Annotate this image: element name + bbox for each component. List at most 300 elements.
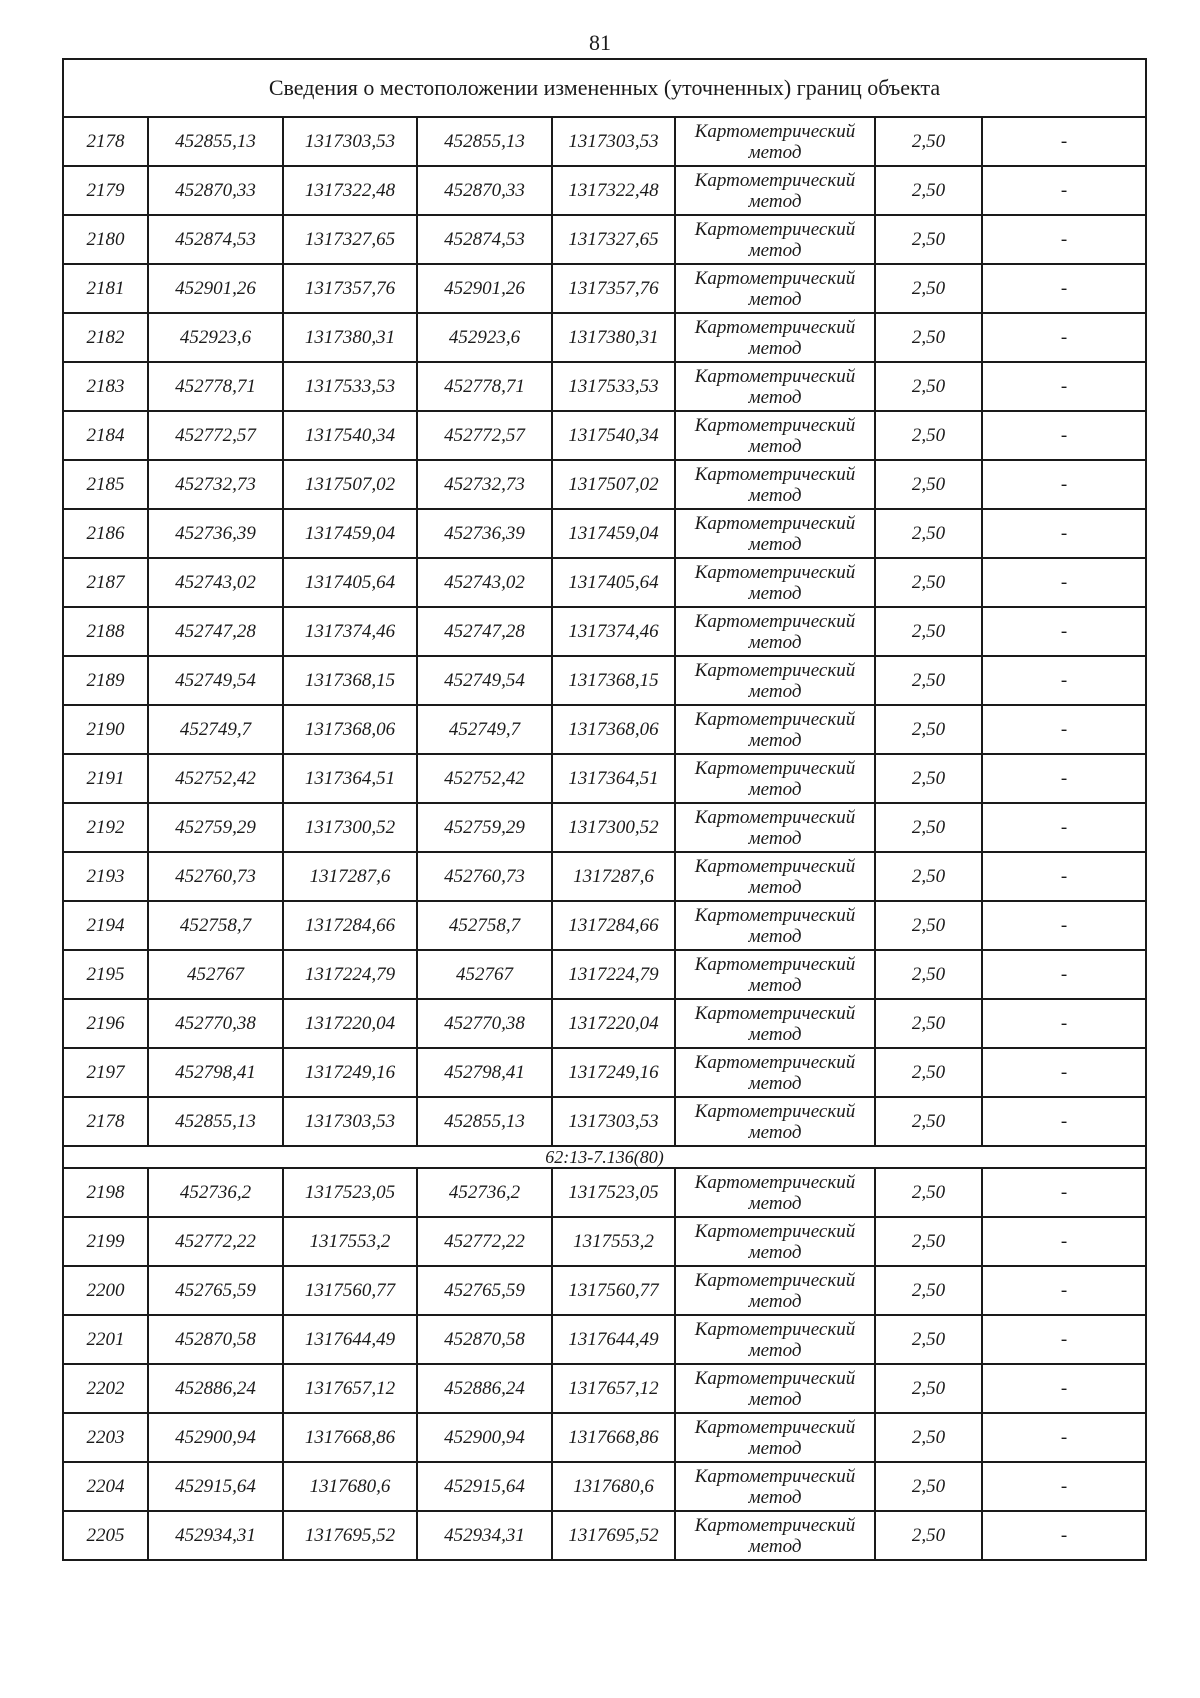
accuracy-cell: 2,50 xyxy=(875,509,982,558)
accuracy-cell: 2,50 xyxy=(875,754,982,803)
y-refined-cell: 1317540,34 xyxy=(552,411,675,460)
method-line-2: метод xyxy=(748,435,802,457)
method-line-2: метод xyxy=(748,239,802,261)
y-existing-cell: 1317523,05 xyxy=(283,1168,417,1217)
description-cell: - xyxy=(982,1048,1146,1097)
accuracy-cell: 2,50 xyxy=(875,362,982,411)
description-cell: - xyxy=(982,215,1146,264)
table-row xyxy=(63,1048,1146,1097)
point-number-cell: 2191 xyxy=(63,754,148,803)
table-row xyxy=(63,852,1146,901)
y-refined-cell: 1317303,53 xyxy=(552,117,675,166)
method-cell xyxy=(675,411,875,460)
method-line-2: метод xyxy=(748,631,802,653)
x-existing-cell: 452778,71 xyxy=(148,362,283,411)
method-line-1: Картометрический xyxy=(694,218,856,240)
y-existing-cell: 1317540,34 xyxy=(283,411,417,460)
point-number-cell: 2178 xyxy=(63,1097,148,1146)
method-line-2: метод xyxy=(748,1535,802,1557)
method-line-1: Картометрический xyxy=(694,610,856,632)
method-cell xyxy=(675,901,875,950)
x-existing-cell: 452855,13 xyxy=(148,117,283,166)
point-number-cell: 2183 xyxy=(63,362,148,411)
table-row xyxy=(63,460,1146,509)
method-line-1: Картометрический xyxy=(694,1220,856,1242)
x-refined-cell: 452901,26 xyxy=(417,264,552,313)
x-existing-cell: 452901,26 xyxy=(148,264,283,313)
method-cell xyxy=(675,1266,875,1315)
x-refined-cell: 452749,54 xyxy=(417,656,552,705)
method-cell xyxy=(675,460,875,509)
y-refined-cell: 1317357,76 xyxy=(552,264,675,313)
y-refined-cell: 1317405,64 xyxy=(552,558,675,607)
method-line-1: Картометрический xyxy=(694,512,856,534)
accuracy-cell: 2,50 xyxy=(875,1048,982,1097)
y-existing-cell: 1317303,53 xyxy=(283,1097,417,1146)
y-existing-cell: 1317668,86 xyxy=(283,1413,417,1462)
description-cell: - xyxy=(982,166,1146,215)
x-existing-cell: 452874,53 xyxy=(148,215,283,264)
method-line-2: метод xyxy=(748,1072,802,1094)
point-number-cell: 2203 xyxy=(63,1413,148,1462)
description-cell: - xyxy=(982,656,1146,705)
table-row xyxy=(63,411,1146,460)
y-existing-cell: 1317459,04 xyxy=(283,509,417,558)
method-line-1: Картометрический xyxy=(694,1416,856,1438)
method-cell xyxy=(675,509,875,558)
y-refined-cell: 1317287,6 xyxy=(552,852,675,901)
description-cell: - xyxy=(982,607,1146,656)
x-existing-cell: 452736,39 xyxy=(148,509,283,558)
description-cell: - xyxy=(982,362,1146,411)
accuracy-cell: 2,50 xyxy=(875,460,982,509)
description-cell: - xyxy=(982,313,1146,362)
x-existing-cell: 452736,2 xyxy=(148,1168,283,1217)
page-number: 81 xyxy=(589,30,611,55)
point-number-cell: 2193 xyxy=(63,852,148,901)
table-row xyxy=(63,999,1146,1048)
y-refined-cell: 1317459,04 xyxy=(552,509,675,558)
table-title-row xyxy=(63,59,1146,117)
table-row xyxy=(63,1462,1146,1511)
y-existing-cell: 1317695,52 xyxy=(283,1511,417,1560)
y-refined-cell: 1317284,66 xyxy=(552,901,675,950)
point-number-cell: 2181 xyxy=(63,264,148,313)
x-refined-cell: 452798,41 xyxy=(417,1048,552,1097)
y-existing-cell: 1317380,31 xyxy=(283,313,417,362)
x-refined-cell: 452915,64 xyxy=(417,1462,552,1511)
accuracy-cell: 2,50 xyxy=(875,656,982,705)
x-existing-cell: 452759,29 xyxy=(148,803,283,852)
y-refined-cell: 1317553,2 xyxy=(552,1217,675,1266)
y-refined-cell: 1317695,52 xyxy=(552,1511,675,1560)
point-number-cell: 2179 xyxy=(63,166,148,215)
point-number-cell: 2200 xyxy=(63,1266,148,1315)
x-refined-cell: 452886,24 xyxy=(417,1364,552,1413)
point-number-cell: 2198 xyxy=(63,1168,148,1217)
x-refined-cell: 452772,22 xyxy=(417,1217,552,1266)
accuracy-cell: 2,50 xyxy=(875,1462,982,1511)
y-refined-cell: 1317303,53 xyxy=(552,1097,675,1146)
description-cell: - xyxy=(982,1266,1146,1315)
x-refined-cell: 452934,31 xyxy=(417,1511,552,1560)
y-refined-cell: 1317368,15 xyxy=(552,656,675,705)
x-refined-cell: 452855,13 xyxy=(417,1097,552,1146)
table-row xyxy=(63,1511,1146,1560)
description-cell: - xyxy=(982,1097,1146,1146)
table-row xyxy=(63,313,1146,362)
method-line-1: Картометрический xyxy=(694,365,856,387)
method-line-2: метод xyxy=(748,1388,802,1410)
x-refined-cell: 452900,94 xyxy=(417,1413,552,1462)
description-cell: - xyxy=(982,1511,1146,1560)
x-refined-cell: 452749,7 xyxy=(417,705,552,754)
table-row xyxy=(63,1266,1146,1315)
boundary-coordinates-table xyxy=(62,58,1147,1561)
table-row xyxy=(63,362,1146,411)
x-refined-cell: 452772,57 xyxy=(417,411,552,460)
x-refined-cell: 452870,58 xyxy=(417,1315,552,1364)
y-refined-cell: 1317374,46 xyxy=(552,607,675,656)
y-existing-cell: 1317322,48 xyxy=(283,166,417,215)
method-cell xyxy=(675,1315,875,1364)
accuracy-cell: 2,50 xyxy=(875,999,982,1048)
method-cell xyxy=(675,950,875,999)
x-existing-cell: 452749,7 xyxy=(148,705,283,754)
table-row xyxy=(63,1413,1146,1462)
x-existing-cell: 452870,58 xyxy=(148,1315,283,1364)
method-cell xyxy=(675,1364,875,1413)
x-refined-cell: 452778,71 xyxy=(417,362,552,411)
accuracy-cell: 2,50 xyxy=(875,215,982,264)
accuracy-cell: 2,50 xyxy=(875,852,982,901)
method-line-2: метод xyxy=(748,141,802,163)
point-number-cell: 2187 xyxy=(63,558,148,607)
method-line-1: Картометрический xyxy=(694,1269,856,1291)
table-row xyxy=(63,1217,1146,1266)
accuracy-cell: 2,50 xyxy=(875,901,982,950)
method-line-1: Картометрический xyxy=(694,1002,856,1024)
y-existing-cell: 1317357,76 xyxy=(283,264,417,313)
x-existing-cell: 452743,02 xyxy=(148,558,283,607)
point-number-cell: 2204 xyxy=(63,1462,148,1511)
description-cell: - xyxy=(982,1168,1146,1217)
point-number-cell: 2197 xyxy=(63,1048,148,1097)
point-number-cell: 2182 xyxy=(63,313,148,362)
y-existing-cell: 1317368,15 xyxy=(283,656,417,705)
y-refined-cell: 1317380,31 xyxy=(552,313,675,362)
table-row xyxy=(63,901,1146,950)
section-header-row xyxy=(63,1146,1146,1168)
table-body xyxy=(63,59,1146,1560)
table-row xyxy=(63,950,1146,999)
description-cell: - xyxy=(982,852,1146,901)
description-cell: - xyxy=(982,705,1146,754)
x-refined-cell: 452752,42 xyxy=(417,754,552,803)
point-number-cell: 2202 xyxy=(63,1364,148,1413)
accuracy-cell: 2,50 xyxy=(875,1315,982,1364)
accuracy-cell: 2,50 xyxy=(875,950,982,999)
accuracy-cell: 2,50 xyxy=(875,411,982,460)
x-existing-cell: 452732,73 xyxy=(148,460,283,509)
method-line-2: метод xyxy=(748,484,802,506)
method-line-2: метод xyxy=(748,1437,802,1459)
method-line-1: Картометрический xyxy=(694,120,856,142)
accuracy-cell: 2,50 xyxy=(875,1097,982,1146)
method-cell xyxy=(675,852,875,901)
description-cell: - xyxy=(982,1364,1146,1413)
x-refined-cell: 452732,73 xyxy=(417,460,552,509)
x-existing-cell: 452758,7 xyxy=(148,901,283,950)
method-line-1: Картометрический xyxy=(694,904,856,926)
description-cell: - xyxy=(982,1217,1146,1266)
method-line-2: метод xyxy=(748,778,802,800)
description-cell: - xyxy=(982,754,1146,803)
table-row xyxy=(63,705,1146,754)
method-line-1: Картометрический xyxy=(694,463,856,485)
method-cell xyxy=(675,264,875,313)
x-refined-cell: 452736,39 xyxy=(417,509,552,558)
y-refined-cell: 1317644,49 xyxy=(552,1315,675,1364)
method-cell xyxy=(675,1168,875,1217)
description-cell: - xyxy=(982,901,1146,950)
x-existing-cell: 452855,13 xyxy=(148,1097,283,1146)
y-existing-cell: 1317327,65 xyxy=(283,215,417,264)
method-line-2: метод xyxy=(748,925,802,947)
method-line-2: метод xyxy=(748,1486,802,1508)
y-refined-cell: 1317224,79 xyxy=(552,950,675,999)
point-number-cell: 2178 xyxy=(63,117,148,166)
x-existing-cell: 452767 xyxy=(148,950,283,999)
table-row xyxy=(63,754,1146,803)
y-existing-cell: 1317368,06 xyxy=(283,705,417,754)
description-cell: - xyxy=(982,558,1146,607)
point-number-cell: 2196 xyxy=(63,999,148,1048)
x-existing-cell: 452752,42 xyxy=(148,754,283,803)
x-existing-cell: 452772,22 xyxy=(148,1217,283,1266)
method-line-2: метод xyxy=(748,533,802,555)
method-line-2: метод xyxy=(748,1121,802,1143)
point-number-cell: 2184 xyxy=(63,411,148,460)
table-row xyxy=(63,264,1146,313)
point-number-cell: 2205 xyxy=(63,1511,148,1560)
accuracy-cell: 2,50 xyxy=(875,1217,982,1266)
method-cell xyxy=(675,1097,875,1146)
description-cell: - xyxy=(982,999,1146,1048)
method-line-1: Картометрический xyxy=(694,1318,856,1340)
table-row xyxy=(63,607,1146,656)
description-cell: - xyxy=(982,411,1146,460)
table-row xyxy=(63,509,1146,558)
y-existing-cell: 1317249,16 xyxy=(283,1048,417,1097)
x-refined-cell: 452870,33 xyxy=(417,166,552,215)
x-existing-cell: 452765,59 xyxy=(148,1266,283,1315)
y-refined-cell: 1317507,02 xyxy=(552,460,675,509)
method-line-1: Картометрический xyxy=(694,708,856,730)
table-row xyxy=(63,1097,1146,1146)
method-cell xyxy=(675,803,875,852)
y-existing-cell: 1317364,51 xyxy=(283,754,417,803)
description-cell: - xyxy=(982,950,1146,999)
accuracy-cell: 2,50 xyxy=(875,558,982,607)
accuracy-cell: 2,50 xyxy=(875,166,982,215)
method-line-1: Картометрический xyxy=(694,806,856,828)
method-line-1: Картометрический xyxy=(694,757,856,779)
accuracy-cell: 2,50 xyxy=(875,1364,982,1413)
method-cell xyxy=(675,362,875,411)
method-line-1: Картометрический xyxy=(694,1367,856,1389)
accuracy-cell: 2,50 xyxy=(875,1168,982,1217)
y-refined-cell: 1317368,06 xyxy=(552,705,675,754)
x-refined-cell: 452923,6 xyxy=(417,313,552,362)
method-line-2: метод xyxy=(748,288,802,310)
table-row xyxy=(63,803,1146,852)
x-existing-cell: 452772,57 xyxy=(148,411,283,460)
method-line-1: Картометрический xyxy=(694,1171,856,1193)
method-line-2: метод xyxy=(748,729,802,751)
x-existing-cell: 452747,28 xyxy=(148,607,283,656)
point-number-cell: 2192 xyxy=(63,803,148,852)
y-existing-cell: 1317374,46 xyxy=(283,607,417,656)
method-line-2: метод xyxy=(748,337,802,359)
y-existing-cell: 1317560,77 xyxy=(283,1266,417,1315)
x-refined-cell: 452874,53 xyxy=(417,215,552,264)
accuracy-cell: 2,50 xyxy=(875,1266,982,1315)
point-number-cell: 2185 xyxy=(63,460,148,509)
point-number-cell: 2186 xyxy=(63,509,148,558)
method-line-1: Картометрический xyxy=(694,414,856,436)
method-line-2: метод xyxy=(748,680,802,702)
method-cell xyxy=(675,754,875,803)
y-refined-cell: 1317533,53 xyxy=(552,362,675,411)
x-existing-cell: 452934,31 xyxy=(148,1511,283,1560)
accuracy-cell: 2,50 xyxy=(875,264,982,313)
point-number-cell: 2180 xyxy=(63,215,148,264)
description-cell: - xyxy=(982,264,1146,313)
point-number-cell: 2189 xyxy=(63,656,148,705)
method-line-1: Картометрический xyxy=(694,316,856,338)
y-existing-cell: 1317220,04 xyxy=(283,999,417,1048)
y-refined-cell: 1317327,65 xyxy=(552,215,675,264)
method-cell xyxy=(675,215,875,264)
x-refined-cell: 452747,28 xyxy=(417,607,552,656)
table-row xyxy=(63,1364,1146,1413)
x-existing-cell: 452870,33 xyxy=(148,166,283,215)
y-existing-cell: 1317405,64 xyxy=(283,558,417,607)
table-row xyxy=(63,656,1146,705)
point-number-cell: 2199 xyxy=(63,1217,148,1266)
y-existing-cell: 1317644,49 xyxy=(283,1315,417,1364)
y-refined-cell: 1317680,6 xyxy=(552,1462,675,1511)
x-refined-cell: 452765,59 xyxy=(417,1266,552,1315)
y-existing-cell: 1317284,66 xyxy=(283,901,417,950)
x-refined-cell: 452736,2 xyxy=(417,1168,552,1217)
y-refined-cell: 1317560,77 xyxy=(552,1266,675,1315)
x-refined-cell: 452758,7 xyxy=(417,901,552,950)
accuracy-cell: 2,50 xyxy=(875,117,982,166)
x-existing-cell: 452886,24 xyxy=(148,1364,283,1413)
method-line-1: Картометрический xyxy=(694,1465,856,1487)
description-cell: - xyxy=(982,117,1146,166)
point-number-cell: 2195 xyxy=(63,950,148,999)
method-line-2: метод xyxy=(748,1241,802,1263)
method-cell xyxy=(675,313,875,362)
method-cell xyxy=(675,166,875,215)
y-refined-cell: 1317668,86 xyxy=(552,1413,675,1462)
method-line-1: Картометрический xyxy=(694,1514,856,1536)
method-line-2: метод xyxy=(748,190,802,212)
method-cell xyxy=(675,1048,875,1097)
accuracy-cell: 2,50 xyxy=(875,705,982,754)
method-line-2: метод xyxy=(748,876,802,898)
method-line-2: метод xyxy=(748,386,802,408)
accuracy-cell: 2,50 xyxy=(875,607,982,656)
method-cell xyxy=(675,1462,875,1511)
method-cell xyxy=(675,1511,875,1560)
method-line-1: Картометрический xyxy=(694,267,856,289)
accuracy-cell: 2,50 xyxy=(875,1413,982,1462)
accuracy-cell: 2,50 xyxy=(875,313,982,362)
description-cell: - xyxy=(982,1462,1146,1511)
x-refined-cell: 452770,38 xyxy=(417,999,552,1048)
y-existing-cell: 1317300,52 xyxy=(283,803,417,852)
method-cell xyxy=(675,999,875,1048)
method-cell xyxy=(675,607,875,656)
description-cell: - xyxy=(982,803,1146,852)
y-existing-cell: 1317553,2 xyxy=(283,1217,417,1266)
x-refined-cell: 452767 xyxy=(417,950,552,999)
y-refined-cell: 1317657,12 xyxy=(552,1364,675,1413)
method-line-2: метод xyxy=(748,974,802,996)
y-existing-cell: 1317224,79 xyxy=(283,950,417,999)
y-existing-cell: 1317680,6 xyxy=(283,1462,417,1511)
x-existing-cell: 452798,41 xyxy=(148,1048,283,1097)
method-line-1: Картометрический xyxy=(694,1100,856,1122)
point-number-cell: 2188 xyxy=(63,607,148,656)
description-cell: - xyxy=(982,1315,1146,1364)
table-row xyxy=(63,117,1146,166)
x-refined-cell: 452760,73 xyxy=(417,852,552,901)
description-cell: - xyxy=(982,1413,1146,1462)
method-line-1: Картометрический xyxy=(694,953,856,975)
method-line-1: Картометрический xyxy=(694,1051,856,1073)
x-existing-cell: 452770,38 xyxy=(148,999,283,1048)
description-cell: - xyxy=(982,509,1146,558)
y-existing-cell: 1317657,12 xyxy=(283,1364,417,1413)
y-existing-cell: 1317287,6 xyxy=(283,852,417,901)
method-cell xyxy=(675,558,875,607)
point-number-cell: 2190 xyxy=(63,705,148,754)
point-number-cell: 2201 xyxy=(63,1315,148,1364)
y-refined-cell: 1317523,05 xyxy=(552,1168,675,1217)
x-existing-cell: 452900,94 xyxy=(148,1413,283,1462)
table-row xyxy=(63,166,1146,215)
table-row xyxy=(63,215,1146,264)
method-line-2: метод xyxy=(748,1290,802,1312)
method-cell xyxy=(675,656,875,705)
x-existing-cell: 452760,73 xyxy=(148,852,283,901)
y-refined-cell: 1317364,51 xyxy=(552,754,675,803)
table-row xyxy=(63,1168,1146,1217)
y-existing-cell: 1317533,53 xyxy=(283,362,417,411)
method-line-1: Картометрический xyxy=(694,855,856,877)
x-existing-cell: 452915,64 xyxy=(148,1462,283,1511)
x-existing-cell: 452923,6 xyxy=(148,313,283,362)
method-line-1: Картометрический xyxy=(694,561,856,583)
x-refined-cell: 452743,02 xyxy=(417,558,552,607)
method-line-1: Картометрический xyxy=(694,659,856,681)
method-cell xyxy=(675,1217,875,1266)
